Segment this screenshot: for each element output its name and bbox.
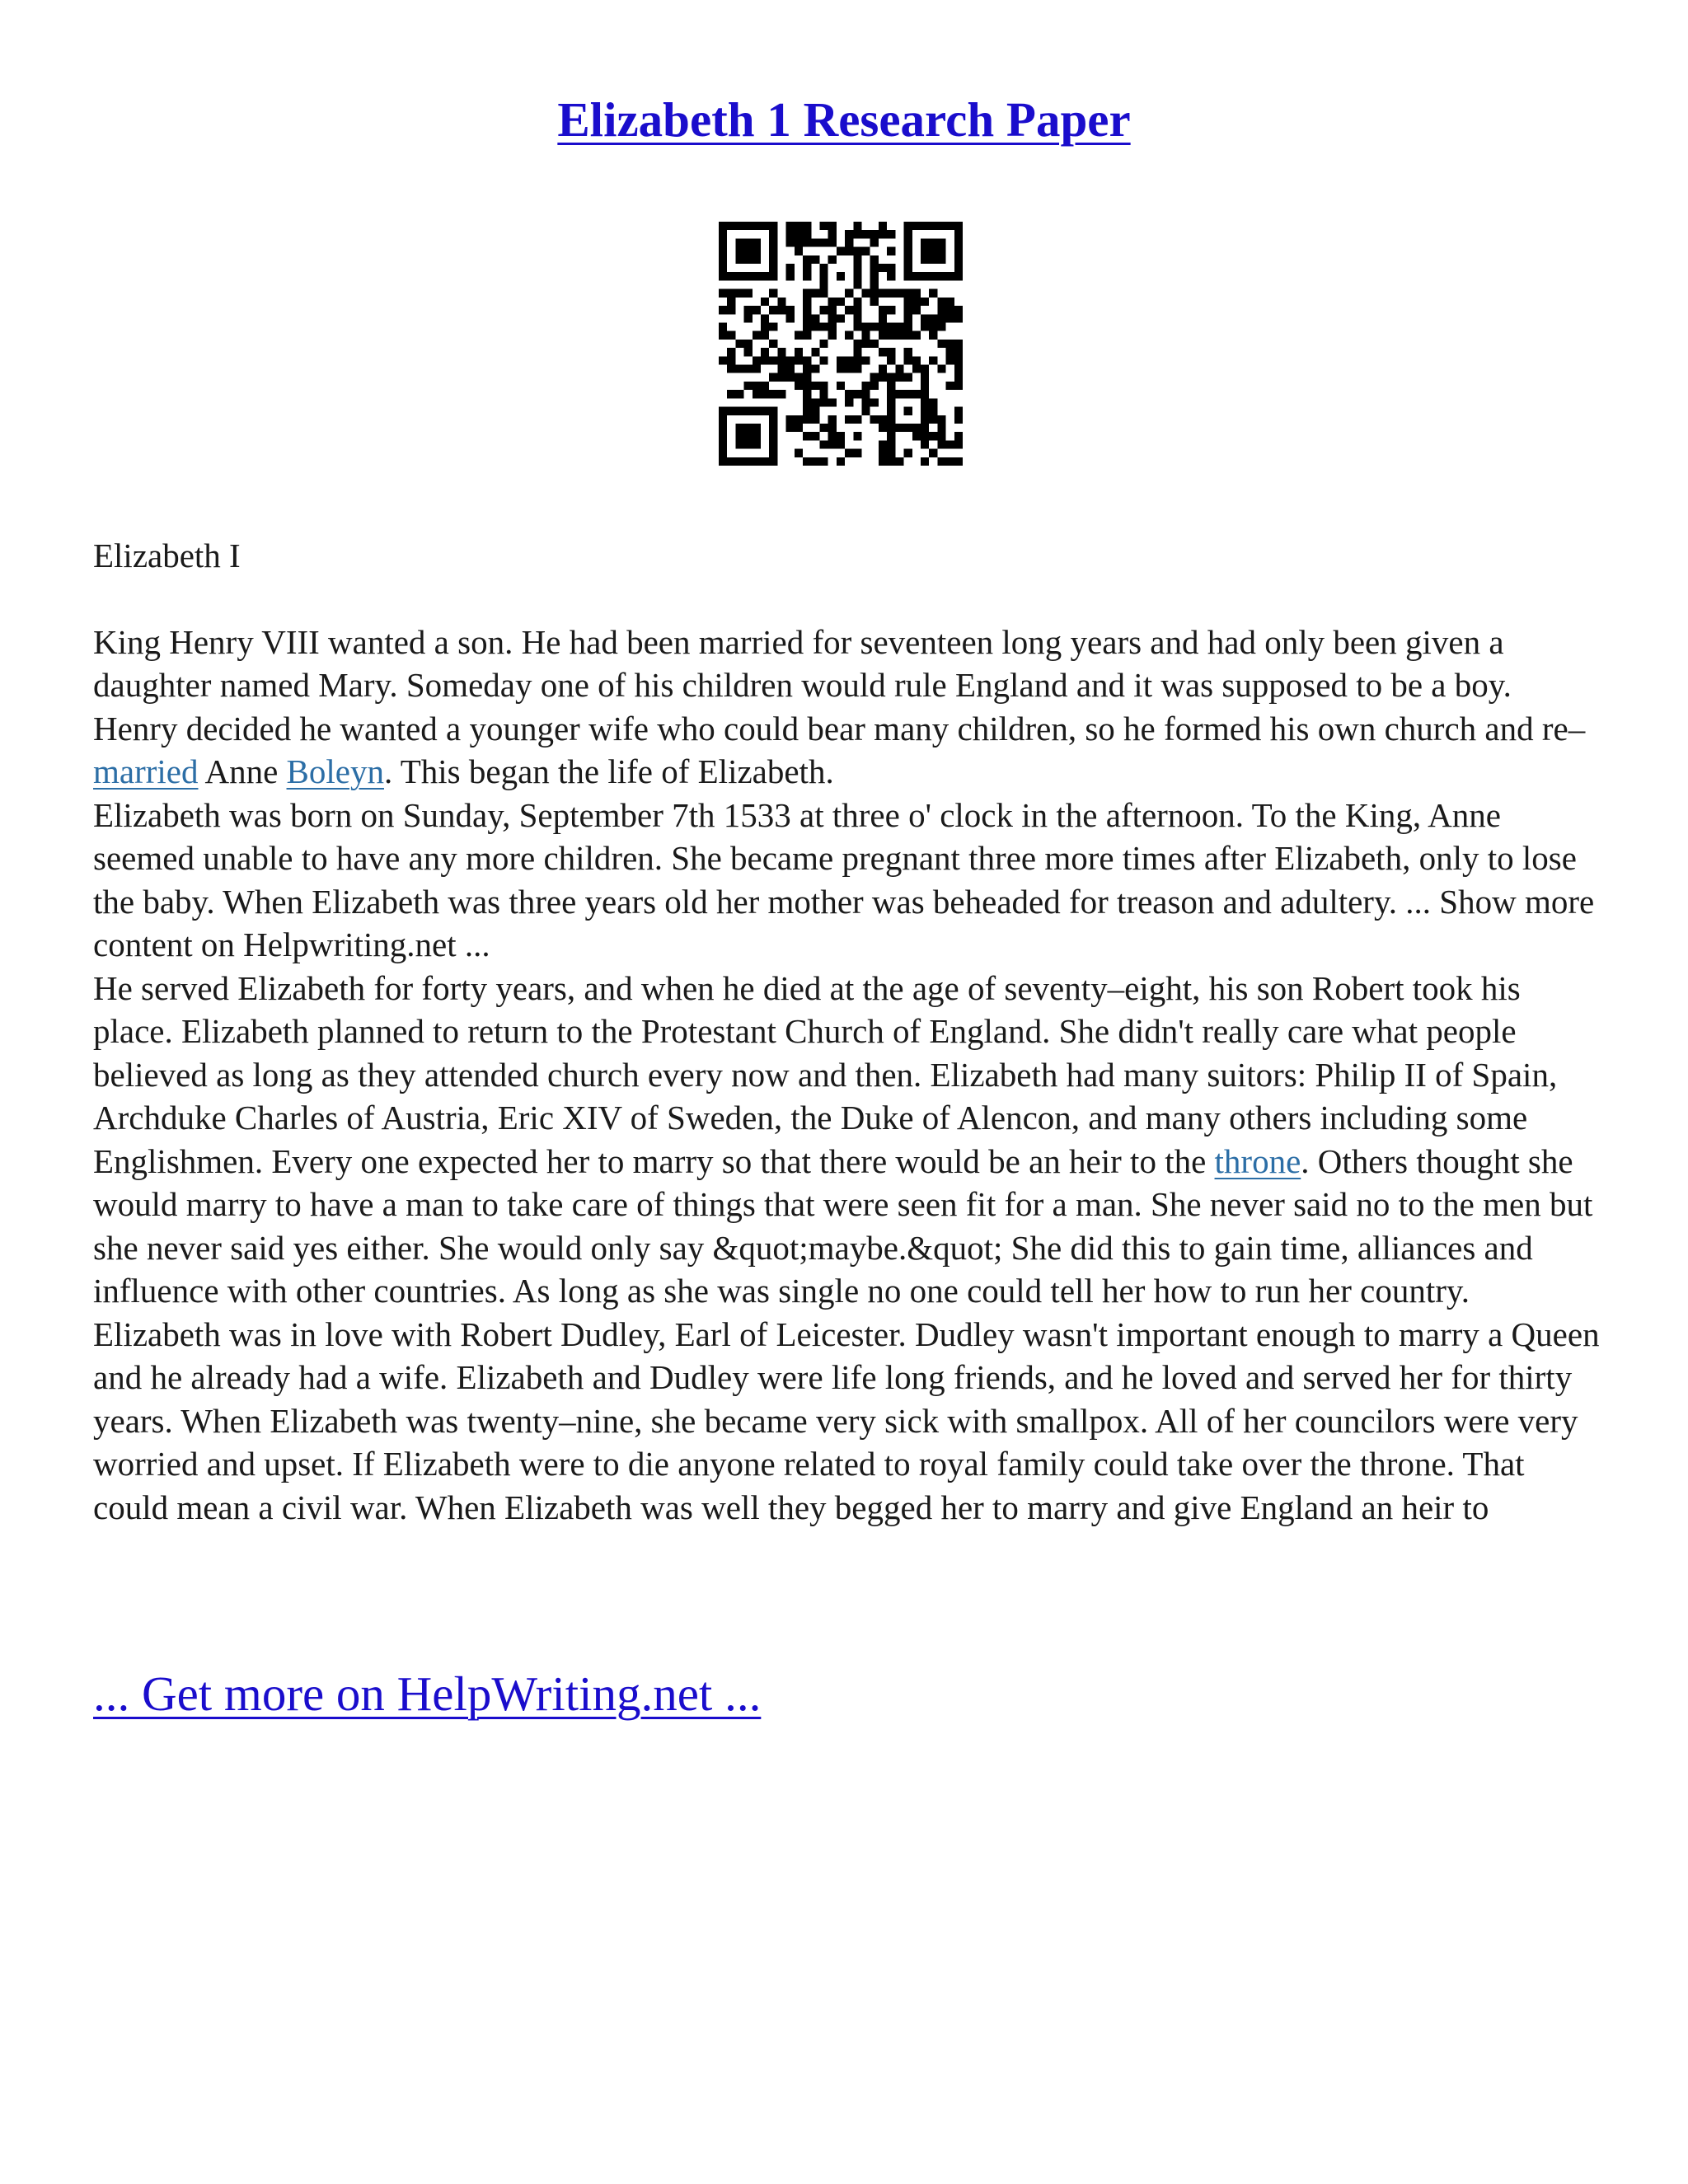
document-body	[93, 534, 1601, 1529]
paragraph-3-text-a: He served Elizabeth for forty years, and when he died at the age of seventy–eight, his son Robert took his place. Elizabeth planned to return to the Protestant Church of England. She didn't really care what people believed as long as they attended church every now and then. Elizabeth had many suitors: Philip II of Spain, Archduke Charles of Austria, Eric XIV of Sweden, the Duke of Alencon, and many others including some Englishmen. Every one expected her to marry so that there would be an heir to the	[93, 968, 1558, 1180]
paragraph-1-text-c: . This began the life of Elizabeth.	[383, 752, 834, 790]
boleyn-link[interactable]: Boleyn	[286, 752, 384, 790]
page-title	[0, 87, 1688, 152]
paragraph-1-text-a: King Henry VIII wanted a son. He had been married for seventeen long years and had only been given a daughter named Mary. Someday one of his children would rule England and it was supposed to be a boy. Henry decided he wanted a younger wife who could bear many children, so he formed his own church and re–	[93, 622, 1586, 748]
throne-link[interactable]: throne	[1214, 1141, 1301, 1180]
paragraph-1	[93, 621, 1601, 794]
section-heading: Elizabeth I	[93, 537, 241, 574]
paragraph-3	[93, 967, 1601, 1530]
get-more-paragraph	[93, 1661, 761, 1727]
paragraph-1-text-b: Anne	[198, 752, 287, 790]
paragraph-3-text-b: . Others thought she would marry to have a man to take care of things that were seen fit for a man. She never said no to the men but she never said yes either. She would only say &quot;maybe.&quot; She did this to gain time, alliances and influence with other countries. As long as she was single no one could tell her how to run her country. Elizabeth was in love with Robert Dudley, Earl of Leicester. Dudley wasn't important enough to marry a Queen and he already had a wife. Elizabeth and Dudley were life long friends, and he loved and served her for thirty years. When Elizabeth was twenty–nine, she became very sick with smallpox. All of her councilors were very worried and upset. If Elizabeth were to die anyone related to royal family could take over the throne. That could mean a civil war. When Elizabeth was well they begged her to marry and give England an heir to	[93, 1141, 1600, 1526]
married-link[interactable]: married	[93, 752, 199, 790]
qr-code	[719, 222, 963, 466]
title-link[interactable]: Elizabeth 1 Research Paper	[557, 92, 1131, 147]
paragraph-2: Elizabeth was born on Sunday, September 7th 1533 at three o' clock in the afternoon. To the King, Anne seemed unable to have any more children. She became pregnant three more times after Elizabeth, only to lose the baby. When Elizabeth was three years old her mother was beheaded for treason and adultery. ... Show more content on Helpwriting.net ...	[93, 795, 1595, 963]
get-more-link[interactable]: ... Get more on HelpWriting.net ...	[93, 1666, 762, 1721]
